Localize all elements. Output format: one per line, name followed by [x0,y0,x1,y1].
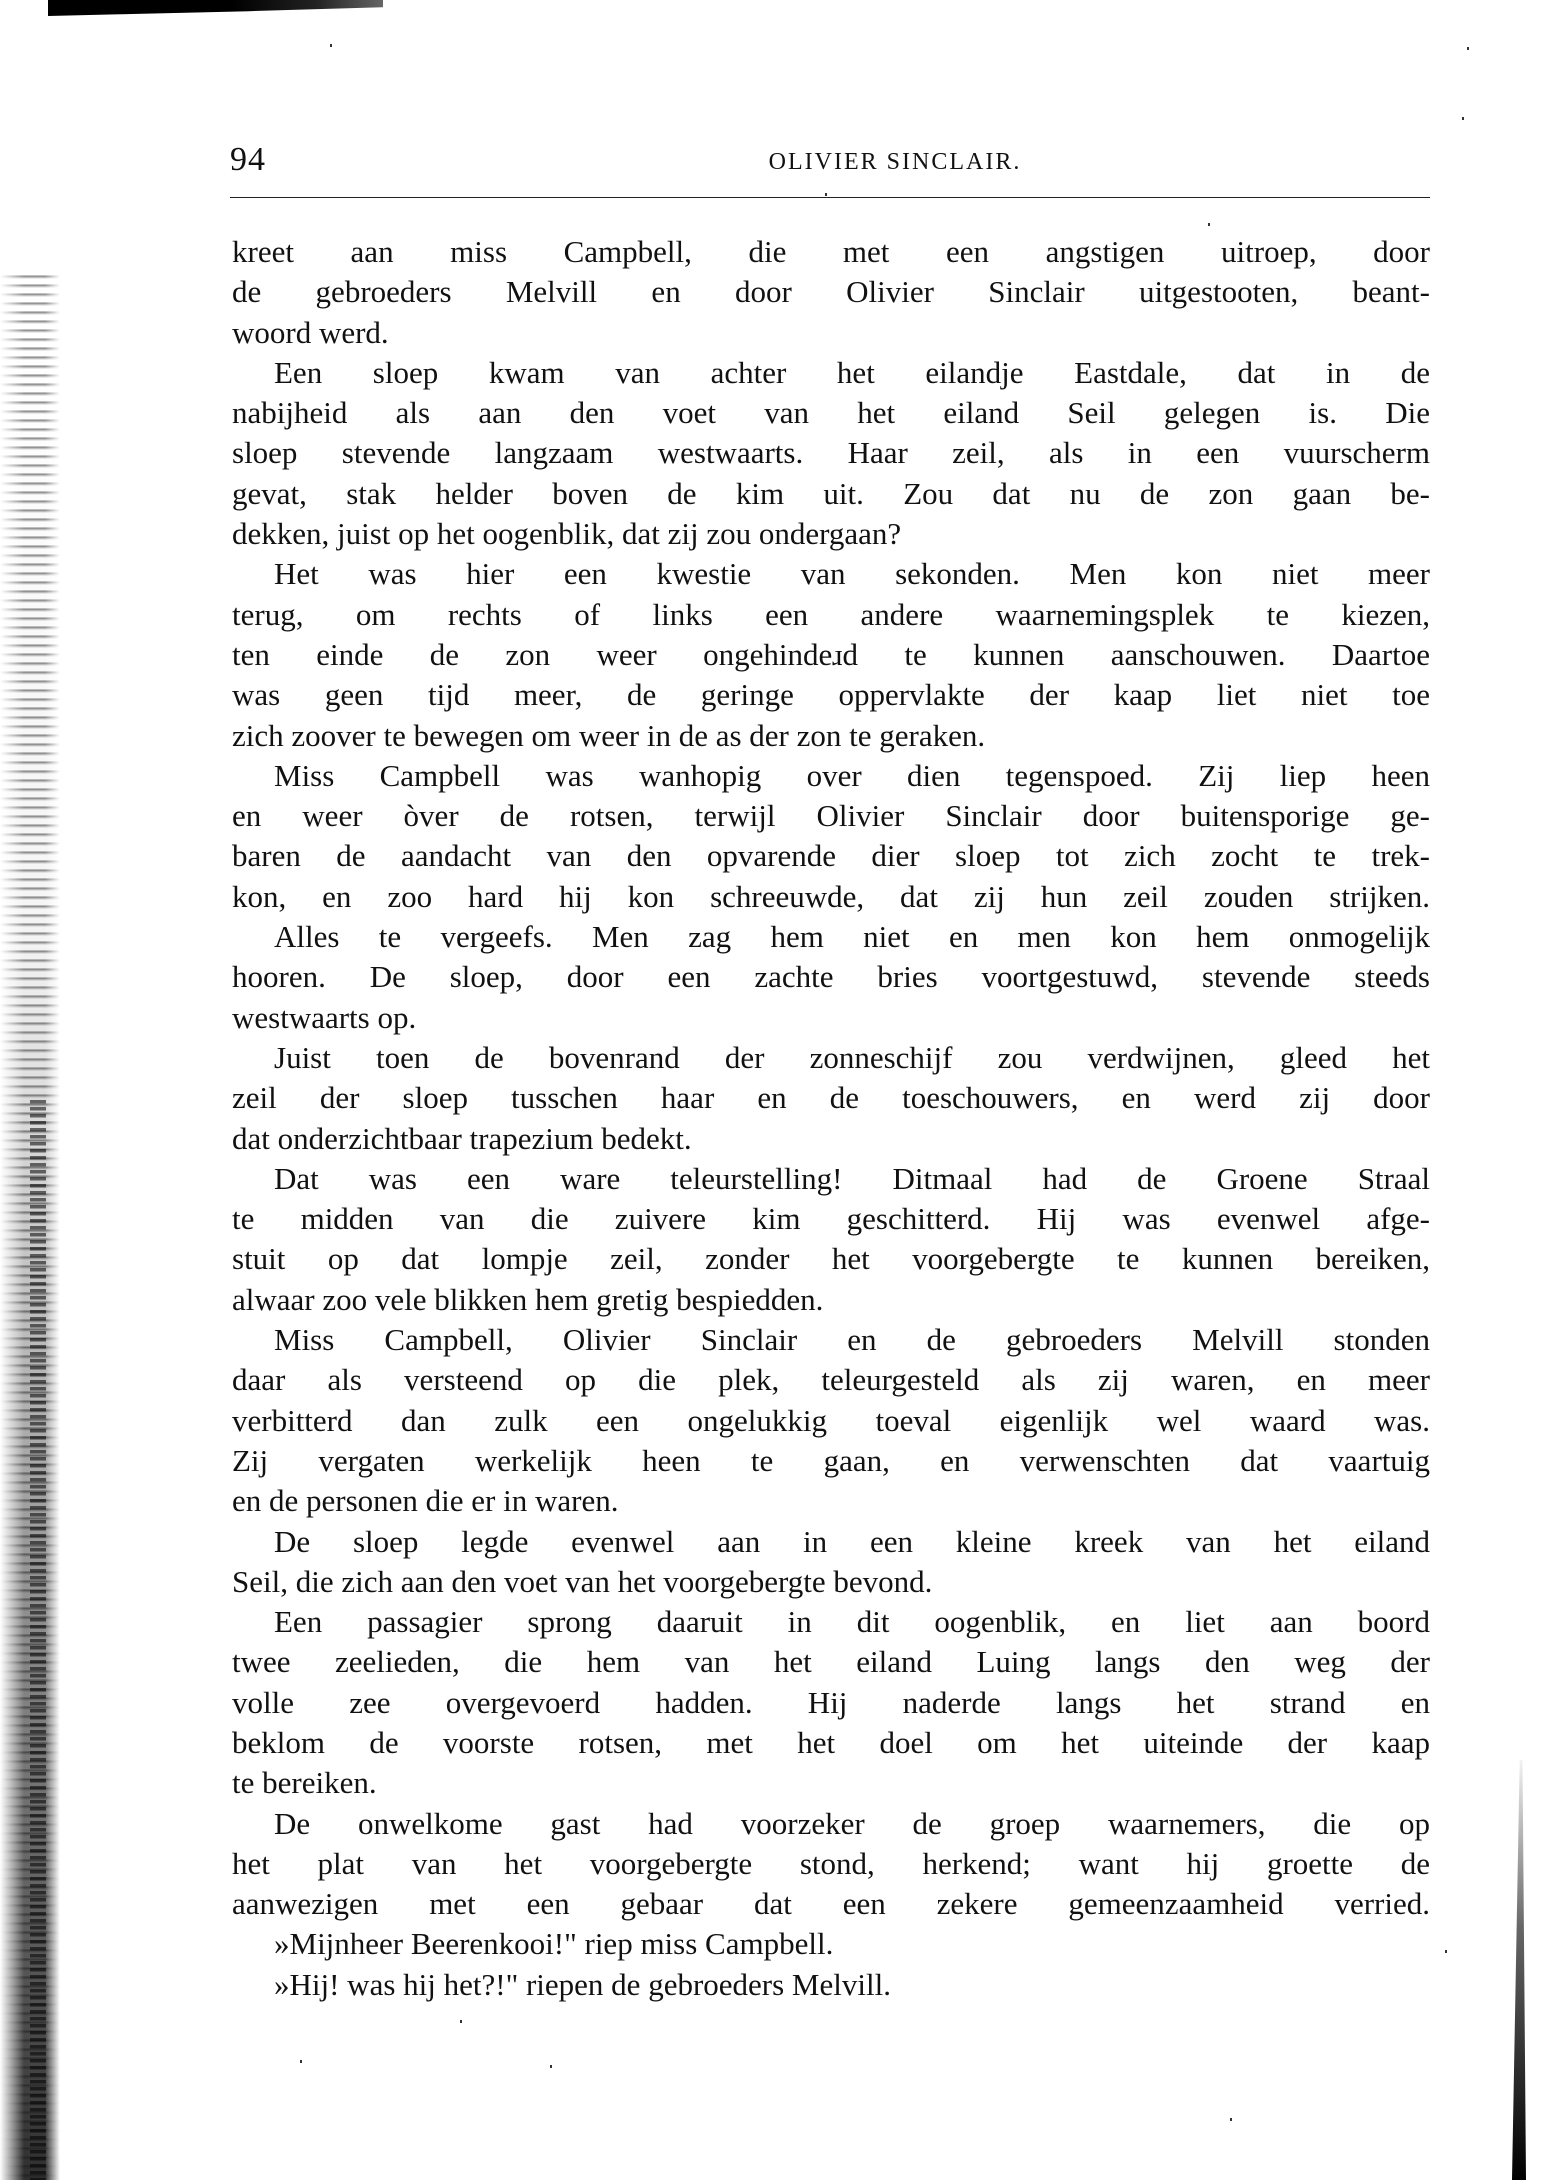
text-line: sloep stevende langzaam westwaarts. Haar zeil, als in een vuurscherm [232,435,1430,471]
binding-shadow-left-inner [30,1100,46,2180]
page-edge-shadow-right [1512,1760,1526,2180]
text-line: Miss Campbell was wanhopig over dien tegenspoed. Zij liep heen [274,757,1430,793]
scan-speck [1208,223,1210,226]
text-line: nabijheid als aan den voet van het eiland Seil gelegen is. Die [232,395,1430,431]
text-line: »Mijnheer Beerenkooi!" riep miss Campbell. [274,1926,834,1962]
text-line: dekken, juist op het oogenblik, dat zij zou ondergaan? [232,516,902,552]
page-header [230,138,1430,182]
text-line: zich zoover te bewegen om weer in de as der zon te geraken. [232,717,986,753]
text-line: Het was hier een kwestie van sekonden. Men kon niet meer [274,556,1430,592]
text-line: was geen tijd meer, de geringe oppervlakte der kaap liet niet toe [232,677,1430,713]
header-rule [230,197,1430,198]
scan-speck [1462,117,1464,120]
text-line: dat onderzichtbaar trapezium bedekt. [232,1120,692,1156]
scan-speck [330,44,332,47]
scan-speck [1445,1950,1447,1953]
text-line: verbitterd dan zulk een ongelukkig toeval eigenlijk wel waard was. [232,1402,1430,1438]
scan-edge-artifact [48,0,383,16]
scan-speck [1230,2118,1232,2121]
text-line: en de personen die er in waren. [232,1483,619,1519]
text-line: zeil der sloep tusschen haar en de toeschouwers, en werd zij door [232,1080,1430,1116]
text-line: Zij vergaten werkelijk heen te gaan, en verwenschten dat vaartuig [232,1442,1430,1478]
text-line: alwaar zoo vele blikken hem gretig bespiedden. [232,1281,824,1317]
text-line: woord werd. [232,314,389,350]
text-line: baren de aandacht van den opvarende dier sloep tot zich zocht te trek- [232,838,1430,874]
text-line: ten einde de zon weer ongehindeɹd te kunnen aanschouwen. Daartoe [232,636,1430,672]
scan-speck [460,2020,462,2023]
text-line: daar als versteend op die plek, teleurgesteld als zij waren, en meer [232,1362,1430,1398]
text-line: beklom de voorste rotsen, met het doel om het uiteinde der kaap [232,1724,1430,1760]
text-line: Een passagier sprong daaruit in dit oogenblik, en liet aan boord [274,1604,1430,1640]
scan-speck [300,2060,302,2063]
scan-speck [550,2065,552,2068]
text-line: te midden van die zuivere kim geschitterd. Hij was evenwel afge- [232,1201,1430,1237]
text-line: kreet aan miss Campbell, die met een angstigen uitroep, door [232,234,1430,269]
text-line: het plat van het voorgebergte stond, herkend; want hij groette de [232,1845,1430,1881]
scan-speck [825,193,827,196]
text-line: Juist toen de bovenrand der zonneschijf zou verdwijnen, gleed het [274,1039,1430,1075]
text-line: westwaarts op. [232,999,417,1035]
page-number: 94 [230,141,266,178]
text-line: volle zee overgevoerd hadden. Hij naderde langs het strand en [232,1684,1430,1720]
text-line: hooren. De sloep, door een zachte bries voortgestuwd, stevende steeds [232,959,1430,995]
text-line: Dat was een ware teleurstelling! Ditmaal had de Groene Straal [274,1160,1430,1196]
text-line: te bereiken. [232,1765,377,1801]
text-line: terug, om rechts of links een andere waarnemingsplek te kiezen, [232,596,1430,632]
running-head-title: OLIVIER SINCLAIR. [768,149,1022,175]
text-line: aanwezigen met een gebaar dat een zekere gemeenzaamheid verried. [232,1886,1430,1922]
text-line: en weer òver de rotsen, terwijl Olivier Sinclair door buitensporige ge- [232,798,1430,834]
text-line: Alles te vergeefs. Men zag hem niet en men kon hem onmogelijk [274,919,1430,955]
text-line: de gebroeders Melvill en door Olivier Sinclair uitgestooten, beant- [232,274,1430,310]
text-line: Miss Campbell, Olivier Sinclair en de gebroeders Melvill stonden [274,1322,1430,1358]
text-line: kon, en zoo hard hij kon schreeuwde, dat zij hun zeil zouden strijken. [232,878,1430,914]
text-line: De onwelkome gast had voorzeker de groep waarnemers, die op [274,1805,1430,1841]
text-line: stuit op dat lompje zeil, zonder het voorgebergte te kunnen bereiken, [232,1241,1430,1277]
text-line: Seil, die zich aan den voet van het voorgebergte bevond. [232,1563,933,1599]
text-line: gevat, stak helder boven de kim uit. Zou dat nu de zon gaan be- [232,475,1430,511]
text-line: twee zeelieden, die hem van het eiland Luing langs den weg der [232,1644,1430,1680]
text-line: De sloep legde evenwel aan in een kleine kreek van het eiland [274,1523,1430,1559]
text-line: Een sloep kwam van achter het eilandje Eastdale, dat in de [274,354,1430,390]
text-line: »Hij! was hij het?!" riepen de gebroeders Melvill. [274,1966,891,2002]
body-text [232,232,1430,2005]
scan-speck [1467,47,1469,50]
